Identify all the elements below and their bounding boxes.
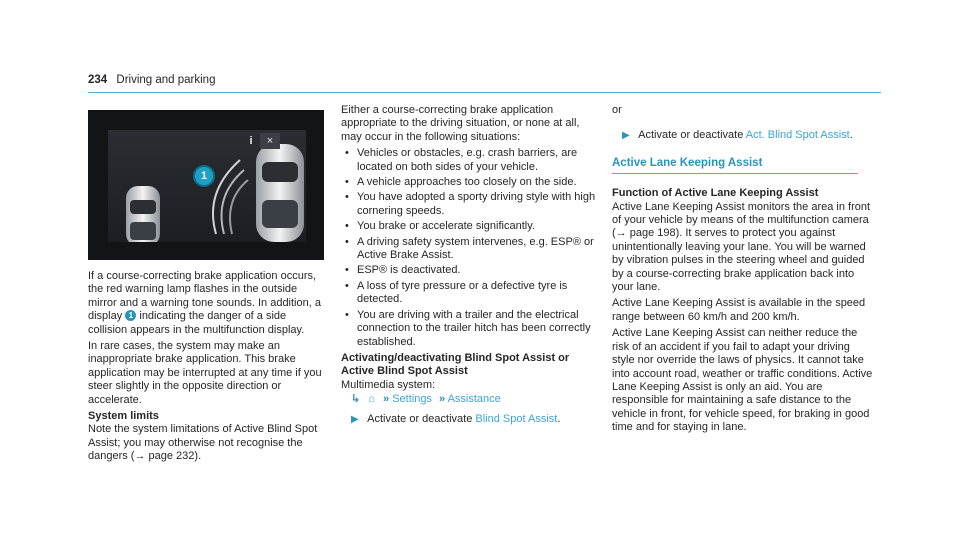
or-text: or (612, 104, 622, 116)
step-end: . (849, 129, 853, 142)
warning-arc-outer (213, 160, 240, 234)
function-heading: Function of Active Lane Keeping Assist (612, 187, 819, 200)
activating-heading: Activating/deactivating Blind Spot Assist or Active Blind Spot Assist (341, 351, 570, 378)
blind-spot-assist-link[interactable]: Blind Spot Assist (475, 412, 558, 425)
system-limits-paragraph: Note the system limitations of Active Blind Spot Assist; you may otherwise not recognise the dangers (→ page 232). (88, 423, 318, 463)
path-separator-icon: » (439, 393, 446, 406)
column-3 (612, 104, 874, 438)
step-arrow-icon: ▶ (351, 413, 359, 425)
path-arrow-icon: ↳ (351, 393, 361, 406)
multimedia-label: Multimedia system: (341, 378, 436, 391)
speed-range-paragraph: Active Lane Keeping Assist is available in the speed range between 60 km/h and 200 km/h. (612, 297, 866, 323)
menu-path (341, 393, 597, 406)
list-item: • You are driving with a trailer and the electrical connection to the trailer hitch has been correctly established. (341, 309, 597, 349)
warning-arc-inner (230, 180, 248, 234)
display-panel (108, 130, 306, 242)
rare-cases-paragraph: In rare cases, the system may make an inappropriate brake application. This brake application may be interrupted at any time if you steer slightly in the opposite direction or accelerate. (88, 340, 322, 406)
callout-marker-1: 1 (195, 167, 213, 185)
list-item: • A driving safety system intervenes, e.g. ESP® or Active Brake Assist. (341, 236, 597, 263)
list-item: • You have adopted a sporty driving style with high cornering speeds. (341, 191, 597, 218)
function-paragraph: Active Lane Keeping Assist monitors the area in front of your vehicle by means of the multifunction camera (→ page 198). It serves to protect you against unintentionally leaving your lane. You will be warned by vibration pulses in the steering wheel and guided by a course-correcting brake application back into your lane. (612, 200, 871, 294)
list-item: • A loss of tyre pressure or a defective tyre is detected. (341, 280, 597, 307)
column-1 (88, 110, 324, 467)
act-blind-spot-assist-link[interactable]: Act. Blind Spot Assist (745, 129, 850, 142)
step-blind-spot-assist (341, 413, 597, 426)
step-text: Activate or deactivate (638, 129, 744, 142)
limits-paragraph: Active Lane Keeping Assist can neither reduce the risk of an accident if you fail to adapt your driving style nor override the laws of physics. It cannot take into account road, weather or traffic conditions. Active Lane Keeping Assist is only an aid. You are responsible for maintaining a safe distance to the vehicle in front, for vehicle speed, for braking in good time and for staying in lane. (612, 327, 873, 434)
column-2 (341, 104, 597, 436)
header-rule (88, 92, 881, 93)
page-number: 234 (88, 74, 108, 86)
other-vehicle-shape (126, 186, 160, 242)
system-limits-heading: System limits (88, 410, 159, 423)
home-icon[interactable]: ⌂ (368, 393, 375, 406)
assistance-link[interactable]: Assistance (447, 393, 501, 406)
collision-warning-paragraph (88, 270, 324, 337)
step-active-blind-spot-assist (612, 129, 874, 142)
situations-intro: Either a course-correcting brake application appropriate to the driving situation, or none at all, may occur in the following situations: (341, 104, 580, 143)
section-rule (612, 173, 858, 174)
close-icon: × (260, 133, 280, 149)
list-item: • Vehicles or obstacles, e.g. crash barriers, are located on both sides of your vehicle. (341, 147, 597, 174)
callout-badge-1: 1 (125, 310, 136, 321)
text-run: indicating the danger of a side collision appears in the multifunction display. (88, 310, 305, 336)
display-screenshot (88, 110, 324, 260)
path-separator-icon: » (383, 393, 390, 406)
list-item: • A vehicle approaches too closely on the side. (341, 176, 597, 189)
situations-list (341, 147, 597, 349)
list-item: • You brake or accelerate significantly. (341, 220, 597, 233)
list-item: • ESP® is deactivated. (341, 264, 597, 277)
step-arrow-icon: ▶ (622, 130, 630, 142)
own-vehicle-shape (256, 144, 304, 242)
settings-link[interactable]: Settings (392, 393, 432, 406)
chapter-title: Driving and parking (116, 74, 216, 86)
page-header (88, 74, 215, 86)
text-run: If a course-correcting brake application occurs, the red warning lamp flashes in the outside mirror and a warning tone sounds. In addition, a display (88, 270, 321, 323)
info-icon: i (249, 135, 253, 147)
step-text: Activate or deactivate (367, 412, 473, 425)
section-title: Active Lane Keeping Assist (612, 156, 763, 169)
step-end: . (557, 412, 561, 425)
